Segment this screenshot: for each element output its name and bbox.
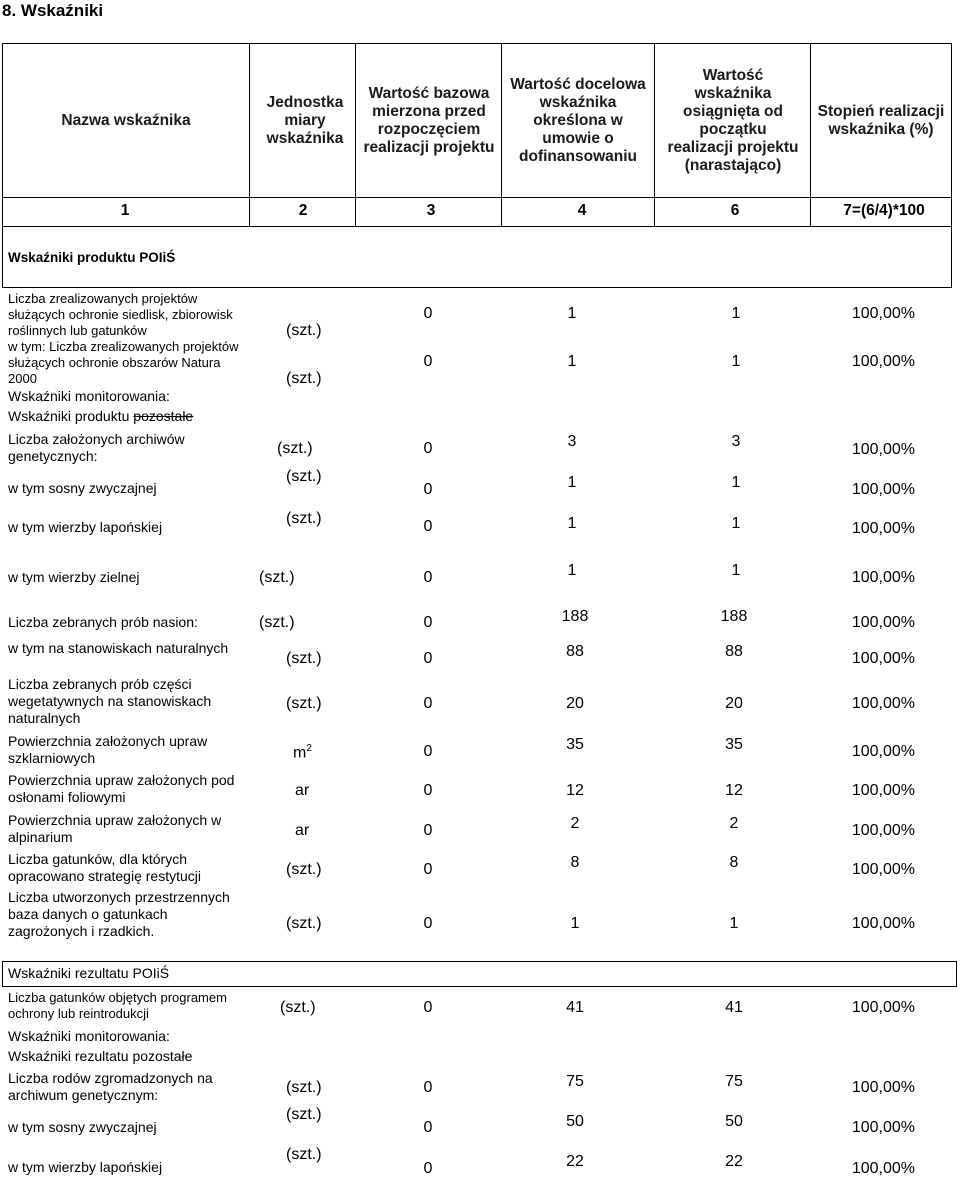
row-label: Liczba gatunków, dla których opracowano strategię restytucji <box>8 851 201 884</box>
col-divider-3 <box>501 43 502 227</box>
row-percent: 100,00% <box>851 1079 915 1096</box>
row-label: Powierzchnia upraw założonych pod osłonami foliowymi <box>8 772 235 805</box>
row-label: Powierzchnia upraw założonych w alpinarium <box>8 812 222 845</box>
row-unit: (szt.) <box>286 510 322 527</box>
row-label: Liczba zebranych prób nasion: <box>8 614 198 630</box>
row-target: 1 <box>567 353 577 370</box>
row-base: 0 <box>423 782 433 799</box>
row-achieved: 20 <box>725 695 743 712</box>
row-base: 0 <box>423 915 433 932</box>
row-base: 0 <box>423 999 433 1016</box>
row-percent: 100,00% <box>851 305 915 322</box>
col-number-4: 4 <box>577 202 587 219</box>
row-achieved: 1 <box>729 915 739 932</box>
row-label: Liczba zebranych prób części wegetatywnych na stanowiskach naturalnych <box>8 676 212 726</box>
row-target: 1 <box>567 515 577 532</box>
row-percent: 100,00% <box>851 520 915 537</box>
row-target: 188 <box>561 608 589 625</box>
col-divider-5 <box>810 43 811 227</box>
other-product-prefix: Wskaźniki produktu <box>8 408 134 424</box>
row-base: 0 <box>423 1160 433 1177</box>
row-percent: 100,00% <box>851 1119 915 1136</box>
result-header-bottom-border <box>2 986 957 987</box>
row-base: 0 <box>423 353 433 370</box>
row-percent: 100,00% <box>851 782 915 799</box>
section-title: 8. Wskaźniki <box>2 1 104 20</box>
row-unit: (szt.) <box>286 1079 322 1096</box>
row-achieved: 50 <box>725 1113 743 1130</box>
row-target: 2 <box>570 815 580 832</box>
row-base: 0 <box>423 822 433 839</box>
row-label: w tym wierzby lapońskiej <box>8 519 163 535</box>
row-percent: 100,00% <box>851 999 915 1016</box>
row-percent: 100,00% <box>851 569 915 586</box>
header-target: Wartość docelowa wskaźnika określona w umowie o dofinansowaniu <box>510 75 646 165</box>
row-base: 0 <box>423 650 433 667</box>
row-label: Liczba gatunków objętych programem ochrony lub reintrodukcji <box>8 990 227 1021</box>
row-target: 20 <box>566 695 584 712</box>
other-product-suffix: pozostałe <box>133 408 194 424</box>
header-degree: Stopień realizacji wskaźnika (%) <box>817 102 945 138</box>
row-achieved: 22 <box>725 1153 743 1170</box>
row-base: 0 <box>423 440 433 457</box>
row-percent: 100,00% <box>851 822 915 839</box>
row-base: 0 <box>423 1079 433 1096</box>
row-unit: (szt.) <box>259 569 295 586</box>
row-unit: (szt.) <box>286 468 322 485</box>
row-achieved: 35 <box>725 736 743 753</box>
header-achieved: Wartość wskaźnika osiągnięta od początku realizacji projektu (narastająco) <box>667 66 799 174</box>
row-base: 0 <box>423 861 433 878</box>
result-header-top-border <box>2 961 957 962</box>
row-target: 50 <box>566 1113 584 1130</box>
row-unit: (szt.) <box>286 695 322 712</box>
row-base: 0 <box>423 481 433 498</box>
header-unit: Jednostka miary wskaźnika <box>266 93 344 147</box>
col-number-7: 7=(6/4)*100 <box>843 202 925 219</box>
row-achieved: 8 <box>729 854 739 871</box>
row-base: 0 <box>423 743 433 760</box>
product-header-bottom-border <box>2 287 952 288</box>
row-achieved: 12 <box>725 782 743 799</box>
header-base: Wartość bazowa mierzona przed rozpoczęciem realizacji projektu <box>363 84 495 156</box>
row-unit: (szt.) <box>286 1146 322 1163</box>
row-unit: (szt.) <box>286 650 322 667</box>
row-label: Liczba zrealizowanych projektów służących ochronie siedlisk, zbiorowisk roślinnych lub gatunków <box>8 291 233 338</box>
row-target: 35 <box>566 736 584 753</box>
row-achieved: 188 <box>720 608 748 625</box>
product-header: Wskaźniki produktu POIiŚ <box>8 250 176 265</box>
row-unit: (szt.) <box>286 370 322 387</box>
row-label: Liczba założonych archiwów genetycznych: <box>8 431 185 464</box>
row-target: 22 <box>566 1153 584 1170</box>
row-achieved: 88 <box>725 643 743 660</box>
row-achieved: 1 <box>731 562 741 579</box>
unit-exponent: 2 <box>306 743 312 754</box>
other-product-header <box>8 407 193 426</box>
table-right-border <box>951 43 952 288</box>
row-label: w tym wierzby lapońskiej <box>8 1159 163 1175</box>
row-percent: 100,00% <box>851 441 915 458</box>
row-target: 1 <box>567 305 577 322</box>
row-percent: 100,00% <box>851 650 915 667</box>
row-unit <box>293 743 312 762</box>
row-percent: 100,00% <box>851 614 915 631</box>
col-number-3: 3 <box>426 202 436 219</box>
row-target: 8 <box>570 854 580 871</box>
row-achieved: 41 <box>725 999 743 1016</box>
col-divider-2 <box>355 43 356 227</box>
row-target: 12 <box>566 782 584 799</box>
row-target: 1 <box>567 562 577 579</box>
other-result-header: Wskaźniki rezultatu pozostałe <box>8 1048 193 1064</box>
unit-base: m <box>293 744 307 762</box>
row-unit: (szt.) <box>286 861 322 878</box>
row-target: 1 <box>567 474 577 491</box>
row-target: 3 <box>567 433 577 450</box>
row-base: 0 <box>423 614 433 631</box>
row-achieved: 75 <box>725 1073 743 1090</box>
row-label: Liczba utworzonych przestrzennych baza danych o gatunkach zagrożonych i rzadkich. <box>8 889 230 939</box>
row-base: 0 <box>423 305 433 322</box>
row-target: 1 <box>570 915 580 932</box>
row-unit: ar <box>295 822 310 839</box>
col-divider-4 <box>654 43 655 227</box>
row-label: w tym sosny zwyczajnej <box>8 1119 157 1135</box>
monitoring-header: Wskaźniki monitorowania: <box>8 388 170 404</box>
row-percent: 100,00% <box>851 861 915 878</box>
monitoring-header: Wskaźniki monitorowania: <box>8 1028 170 1044</box>
row-unit: (szt.) <box>286 322 322 339</box>
row-label: Liczba rodów zgromadzonych na archiwum genetycznym: <box>8 1070 213 1103</box>
row-percent: 100,00% <box>851 353 915 370</box>
row-target: 88 <box>566 643 584 660</box>
row-percent: 100,00% <box>851 915 915 932</box>
col-divider-1 <box>249 43 250 227</box>
row-achieved: 1 <box>731 305 741 322</box>
row-label: w tym sosny zwyczajnej <box>8 480 157 496</box>
row-unit: (szt.) <box>286 1106 322 1123</box>
row-unit: (szt.) <box>280 999 316 1016</box>
result-header: Wskaźniki rezultatu POIiŚ <box>8 965 170 981</box>
row-label: w tym wierzby zielnej <box>8 569 140 585</box>
row-unit: (szt.) <box>259 614 295 631</box>
row-achieved: 1 <box>731 353 741 370</box>
result-header-left-border <box>2 961 3 987</box>
row-percent: 100,00% <box>851 1160 915 1177</box>
row-label: Powierzchnia założonych upraw szklarniowych <box>8 733 208 766</box>
row-base: 0 <box>423 695 433 712</box>
row-base: 0 <box>423 569 433 586</box>
row-achieved: 3 <box>731 433 741 450</box>
row-achieved: 2 <box>729 815 739 832</box>
row-target: 75 <box>566 1073 584 1090</box>
row-percent: 100,00% <box>851 695 915 712</box>
col-number-1: 1 <box>120 202 130 219</box>
row-percent: 100,00% <box>851 481 915 498</box>
header-name: Nazwa wskaźnika <box>61 111 191 129</box>
row-unit: ar <box>295 782 310 799</box>
row-base: 0 <box>423 518 433 535</box>
col-number-2: 2 <box>298 202 308 219</box>
row-achieved: 1 <box>731 515 741 532</box>
row-achieved: 1 <box>731 474 741 491</box>
row-base: 0 <box>423 1119 433 1136</box>
row-target: 41 <box>566 999 584 1016</box>
row-label: w tym: Liczba zrealizowanych projektów służących ochronie obszarów Natura 2000 <box>8 339 239 386</box>
row-unit: (szt.) <box>277 440 313 457</box>
row-label: w tym na stanowiskach naturalnych <box>8 640 229 656</box>
row-percent: 100,00% <box>851 743 915 760</box>
row-unit: (szt.) <box>286 915 322 932</box>
col-number-6: 6 <box>730 202 740 219</box>
result-header-right-border <box>956 961 957 987</box>
